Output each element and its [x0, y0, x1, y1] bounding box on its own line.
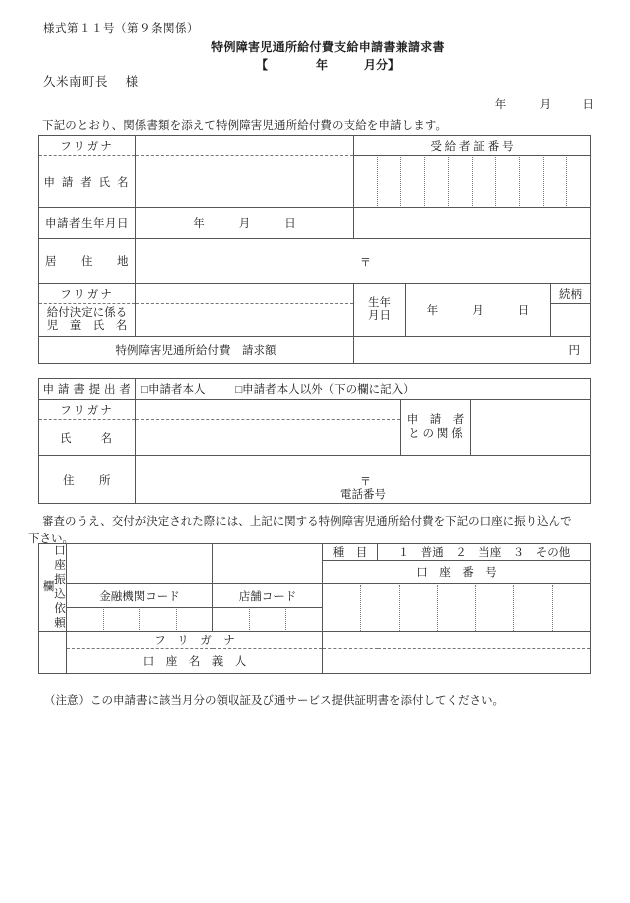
submitter-table: [38, 378, 591, 504]
child-birth-ymd: [427, 302, 530, 318]
claim-amount-label: 特例障害児通所給付費 請求額: [39, 337, 354, 364]
submitter-relation-label-line1: 申 請 者: [406, 414, 465, 427]
child-furigana-input[interactable]: [136, 284, 354, 304]
applicant-name-input[interactable]: [136, 156, 354, 208]
table-row: [39, 400, 591, 420]
receipt-number-cell-grid: [354, 157, 590, 206]
table-row: [39, 337, 591, 364]
table-row: [39, 456, 591, 504]
table-row: [39, 632, 591, 649]
claim-amount-unit: 円: [568, 345, 580, 357]
applicant-furigana-input[interactable]: [136, 136, 354, 156]
account-holder-input[interactable]: [323, 649, 591, 674]
bank-section-vertical-label: 口座振込依頼欄: [41, 544, 65, 631]
account-number-input[interactable]: [323, 584, 591, 632]
table-row: [39, 584, 591, 608]
relation-input[interactable]: [551, 304, 591, 337]
footer-note: （注意）この申請書に該当月分の領収証及び通サービス提供証明書を添付してください。: [44, 695, 504, 707]
branch-code-input[interactable]: [213, 608, 323, 632]
account-type-options[interactable]: １ 普通 ２ 当座 ３ その他: [378, 544, 591, 561]
account-number-label: 口 座 番 号: [323, 561, 591, 584]
applicant-table: [38, 135, 591, 364]
account-holder-furigana-label: フ リ ガ ナ: [67, 632, 323, 649]
submitter-furigana-label: フリガナ: [39, 400, 136, 420]
period-month: 月分】: [364, 58, 401, 72]
applicant-birth-input[interactable]: [136, 208, 354, 239]
phone-label: 電話番号: [340, 489, 386, 501]
claim-amount-input[interactable]: [354, 337, 591, 364]
period-line: [0, 56, 630, 73]
receipt-number-label: 受 給 者 証 番 号: [354, 136, 591, 156]
bank-instruction-line2: 下さい。: [28, 532, 74, 545]
submission-date: [462, 96, 594, 112]
date-day-label: 日: [582, 99, 594, 111]
bank-code-input[interactable]: [67, 608, 213, 632]
addressee-name: 久米南町長: [43, 75, 109, 89]
submitter-furigana-input[interactable]: [136, 400, 401, 420]
table-row: [39, 239, 591, 284]
bank-name-input[interactable]: [67, 544, 213, 584]
branch-code-label: 店舗コード: [213, 584, 323, 608]
submitter-options: [136, 379, 591, 400]
account-type-label: 種 目: [323, 544, 378, 561]
postal-mark-icon: 〒: [360, 257, 371, 269]
bank-instruction-line1: 審査のうえ、交付が決定された際には、上記に関する特例障害児通所給付費を下記の口座に振り込んで: [42, 516, 572, 528]
applicant-furigana-label: フリガナ: [39, 136, 136, 156]
bank-section-vertical-label-cell-2: [39, 632, 67, 674]
addressee-honorific: 様: [125, 75, 139, 89]
table-row: [39, 156, 591, 208]
table-row: [39, 136, 591, 156]
residence-label: 居 住 地: [39, 239, 136, 284]
child-furigana-label: フリガナ: [39, 284, 136, 304]
period-year: 年: [315, 58, 328, 72]
date-year-label: 年: [494, 99, 507, 111]
postal-mark-icon: 〒: [360, 475, 371, 488]
account-holder-label: 口 座 名 義 人: [67, 649, 323, 674]
date-month-label: 月: [539, 99, 552, 111]
submitter-address-input[interactable]: [136, 456, 591, 504]
submitter-relation-label: [401, 400, 471, 456]
child-birth-label-line1: 生年: [368, 296, 391, 309]
table-row: [39, 649, 591, 674]
page-title: 特例障害児通所給付費支給申請書兼請求書: [211, 40, 445, 54]
account-number-cell-grid: [323, 585, 590, 631]
child-name-label-line1: 給付決定に係る: [46, 306, 128, 319]
table-row: [39, 544, 591, 561]
submitter-name-input[interactable]: [136, 420, 401, 456]
child-name-label-line2: 児 童 氏 名: [46, 320, 128, 332]
birth-year-label: 年: [193, 218, 205, 230]
applicant-birth-label: 申請者生年月日: [39, 208, 136, 239]
birth-month-label: 月: [238, 218, 251, 230]
submitter-address-label: 住 所: [39, 456, 136, 504]
lead-text: 下記のとおり、関係書類を添えて特例障害児通所給付費の支給を申請します。: [42, 120, 448, 132]
form-number: 様式第１１号（第９条関係）: [43, 23, 199, 35]
submitter-label: 申 請 書 提 出 者: [39, 379, 136, 400]
bank-code-cell-grid: [67, 609, 212, 630]
bank-section-vertical-label-cell: [39, 544, 67, 632]
applicant-birth-extra-cell[interactable]: [354, 208, 591, 239]
child-name-label: [39, 304, 136, 337]
receipt-number-input[interactable]: [354, 156, 591, 208]
child-name-input[interactable]: [136, 304, 354, 337]
birth-day-label: 日: [284, 218, 296, 230]
bank-code-label: 金融機関コード: [67, 584, 213, 608]
child-birth-label-line2: 月日: [368, 310, 391, 322]
birth-ymd: [193, 215, 296, 231]
account-holder-furigana-input[interactable]: [323, 632, 591, 649]
checkbox-applicant-self[interactable]: □申請者本人: [141, 384, 206, 396]
applicant-name-label: 申 請 者 氏 名: [39, 156, 136, 208]
child-birth-month-label: 月: [472, 305, 484, 317]
residence-input[interactable]: [136, 239, 591, 284]
child-birth-input[interactable]: [406, 284, 551, 337]
submitter-relation-input[interactable]: [471, 400, 591, 456]
addressee-line: [43, 72, 139, 90]
child-birth-label: [354, 284, 406, 337]
bank-transfer-table: [38, 543, 591, 674]
relation-label: 続柄: [551, 284, 591, 304]
branch-code-cell-grid: [213, 609, 322, 630]
submitter-relation-label-line2: と の 関 係: [408, 427, 463, 440]
branch-name-input[interactable]: [213, 544, 323, 584]
child-birth-year-label: 年: [426, 305, 439, 317]
period-bracket-open: 【: [255, 58, 268, 72]
child-birth-day-label: 日: [517, 305, 530, 317]
submitter-name-label: 氏 名: [39, 420, 136, 456]
checkbox-applicant-other[interactable]: □申請者本人以外（下の欄に記入）: [235, 384, 415, 396]
table-row: [39, 284, 591, 304]
table-row: [39, 379, 591, 400]
table-row: [39, 208, 591, 239]
